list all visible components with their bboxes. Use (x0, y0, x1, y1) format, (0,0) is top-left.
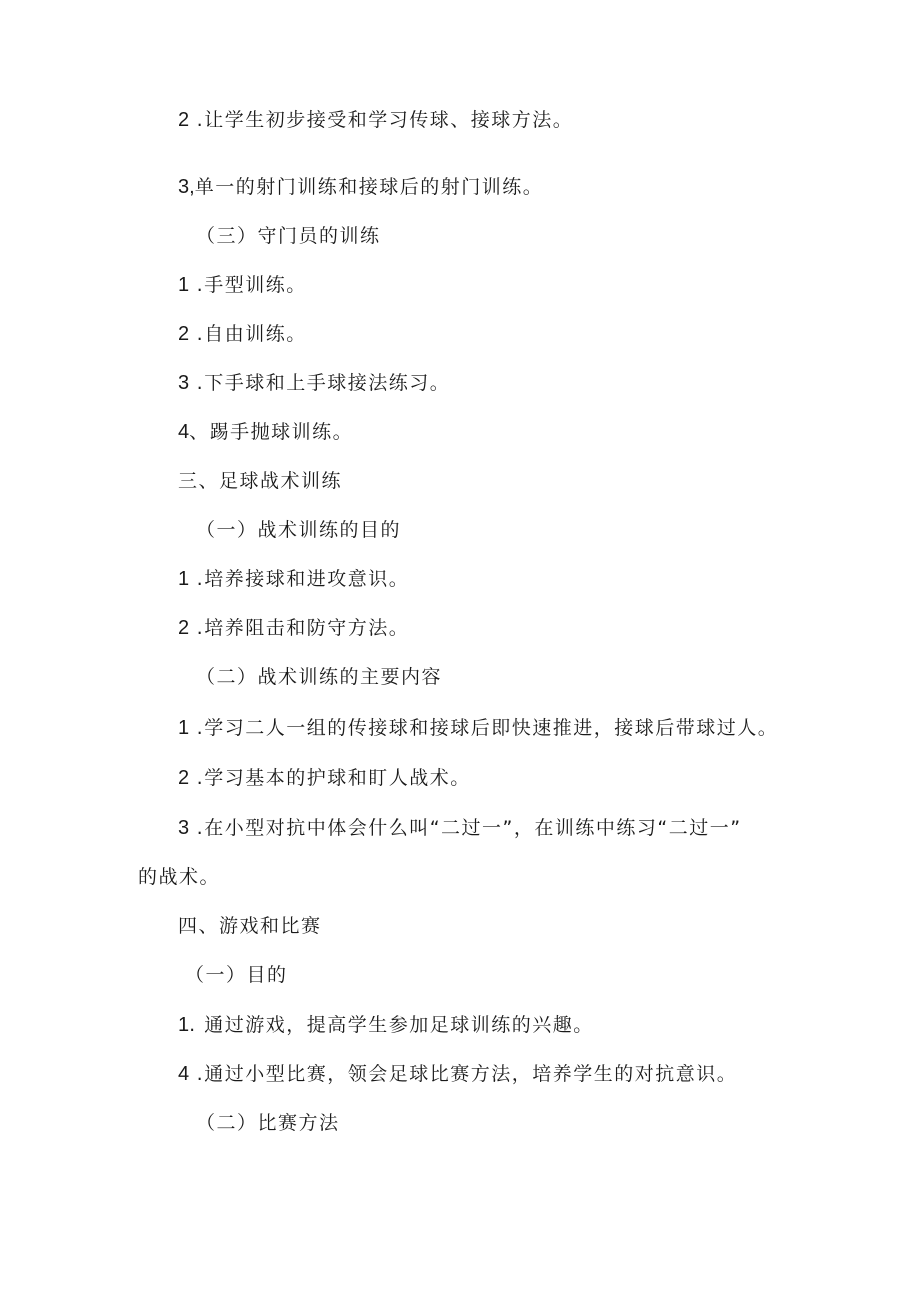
subsection-heading (185, 962, 288, 988)
item-number: 3, (178, 176, 195, 198)
item-number: 2 (178, 617, 190, 639)
item-number: 4 (178, 421, 190, 443)
section-heading (178, 913, 322, 939)
list-item (178, 174, 543, 200)
item-text: .在小型对抗中体会什么叫“二过一”，在训练中练习“二过一” (189, 817, 742, 839)
item-number: 2 (178, 767, 190, 789)
item-text: .学习基本的护球和盯人战术。 (189, 767, 471, 789)
item-text: . 通过游戏，提高学生参加足球训练的兴趣。 (189, 1014, 594, 1036)
heading-text: （三）守门员的训练 (196, 225, 381, 247)
section-heading (178, 468, 342, 494)
item-text: .通过小型比赛，领会足球比赛方法，培养学生的对抗意识。 (189, 1063, 738, 1085)
item-text: .培养接球和进攻意识。 (189, 568, 410, 590)
item-number: 1 (178, 274, 190, 296)
item-text: .学习二人一组的传接球和接球后即快速推进，接球后带球过人。 (189, 717, 779, 739)
heading-text: （二）比赛方法 (196, 1112, 340, 1134)
item-number: 3 (178, 817, 190, 839)
list-item (178, 715, 778, 741)
item-number: 2 (178, 323, 190, 345)
heading-text: （一）战术训练的目的 (196, 519, 402, 541)
list-item (178, 272, 307, 298)
subsection-heading (196, 517, 401, 543)
item-number: 4 (178, 1063, 190, 1085)
list-item (178, 321, 307, 347)
item-text: .让学生初步接受和学习传球、接球方法。 (189, 109, 574, 131)
item-number: 1 (178, 717, 190, 739)
item-number: 3 (178, 372, 190, 394)
item-number: 1 (178, 568, 190, 590)
subsection-heading (196, 664, 442, 690)
item-text: .下手球和上手球接法练习。 (189, 372, 451, 394)
list-item (178, 615, 409, 641)
item-text: .手型训练。 (189, 274, 307, 296)
list-item (178, 765, 471, 791)
list-item (178, 1061, 737, 1087)
subsection-heading (196, 223, 381, 249)
item-number: 1 (178, 1014, 190, 1036)
item-text: .培养阻击和防守方法。 (189, 617, 410, 639)
item-text: 、踢手抛球训练。 (189, 421, 354, 443)
list-item (178, 370, 450, 396)
heading-text: （一）目的 (185, 964, 288, 986)
item-number: 2 (178, 109, 190, 131)
heading-text: 三、足球战术训练 (178, 470, 343, 492)
item-text: .自由训练。 (189, 323, 307, 345)
item-text: 的战术。 (138, 866, 221, 888)
list-item (178, 566, 409, 592)
list-item (178, 419, 353, 445)
paragraph-continuation (138, 864, 220, 890)
item-text: 单一的射门训练和接球后的射门训练。 (194, 176, 544, 198)
list-item (178, 1012, 594, 1038)
list-item (178, 107, 573, 133)
heading-text: （二）战术训练的主要内容 (196, 666, 443, 688)
list-item (178, 815, 742, 841)
subsection-heading (196, 1110, 340, 1136)
heading-text: 四、游戏和比赛 (178, 915, 322, 937)
